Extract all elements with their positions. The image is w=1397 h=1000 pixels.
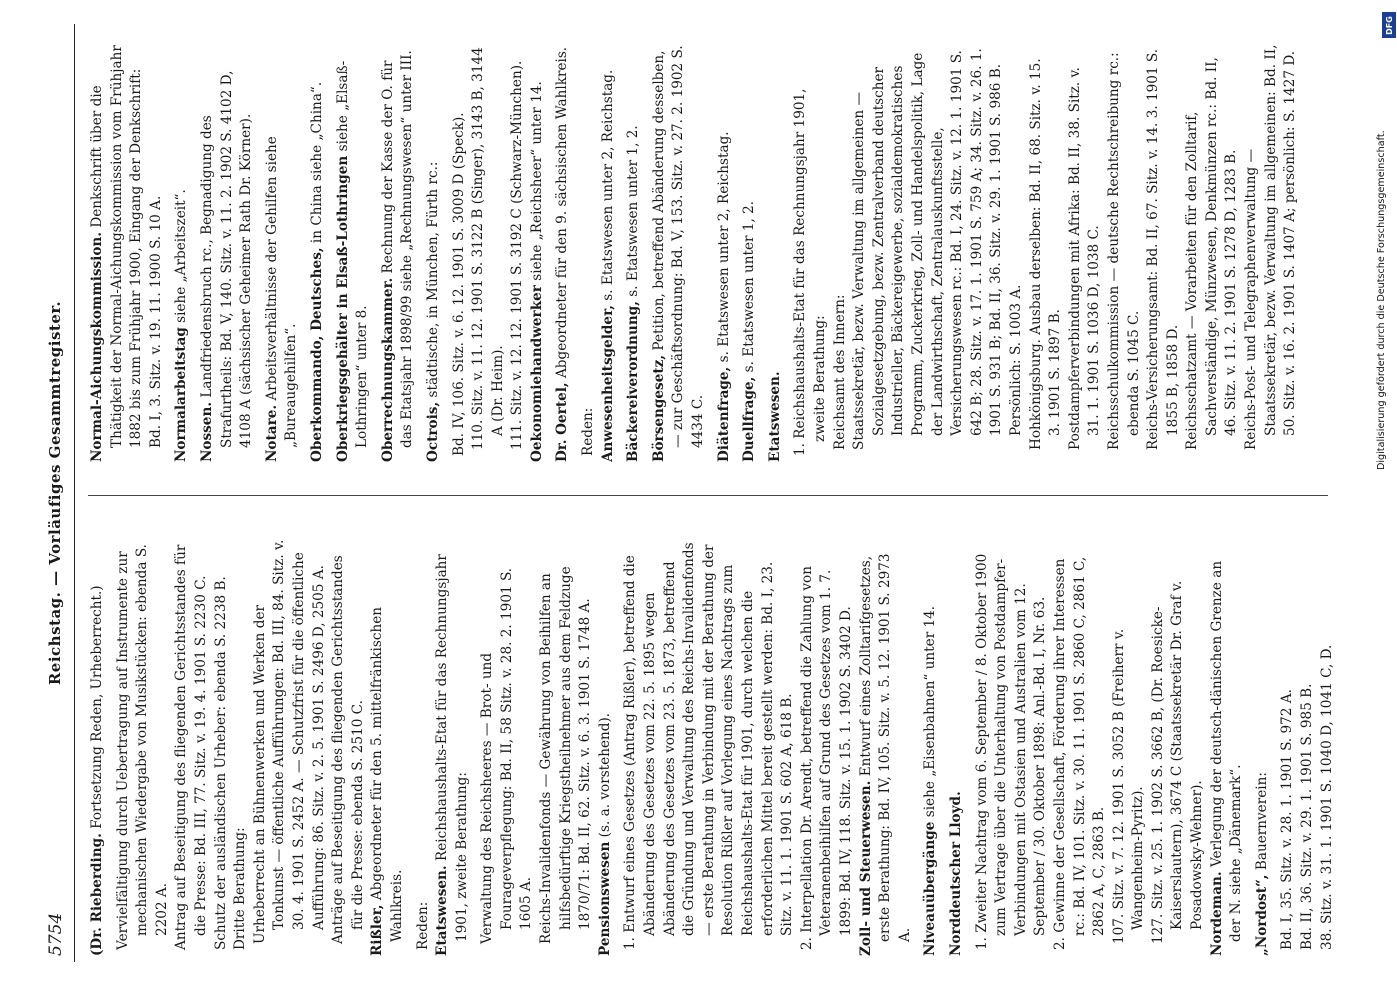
sub-sub-entry: Reichsschulkommission — deutsche Rechtschreibung rc.: ebenda S. 1045 C.	[1105, 52, 1142, 450]
sub-sub-entry: Reichs-Invalidenfonds — Gewährung von Beihilfen an hilfsbedürftige Kriegstheilnehmer aus dem Feldzuge 1870/71: Bd. II, 62. Sitz. v. 6. 3. 1901 S. 1748 A.	[538, 566, 594, 944]
page-header	[40, 24, 75, 962]
entry-keyword: Diätenfrage,	[715, 366, 732, 462]
entry-text: Denkschrift über die Thätigkeit der Normal-Aichungskommission vom Frühjahr 1882 bis zum Frühjahr 1900, Eingang der Denkschrift: Bd. I, 3. Sitz. v. 19. 11. 1900 S. 10 A.	[89, 45, 164, 448]
entry-keyword: Dr. Oertel,	[554, 382, 571, 462]
sub-sub-entry: Reichs-Versicherungsamt: Bd. II, 67. Sitz. v. 14. 3. 1901 S. 1855 B, 1858 D.	[1145, 48, 1181, 450]
entry-keyword: Octrois,	[424, 401, 441, 462]
sub-sub-entry: 127. Sitz. v. 25. 1. 1902 S. 3662 B, (Dr. Roesicke-Kaiserslautern), 3674 C (Staatssekretär Dr. Graf v. Posadowsky-Wehner).	[1149, 580, 1206, 944]
index-entry	[88, 44, 166, 462]
entry-keyword: Nossen.	[198, 401, 215, 462]
entry-keyword: Anwesenheitsgelder,	[599, 305, 616, 462]
sub-entry: 1. Entwurf eines Gesetzes (Antrag Rißler), betreffend die Abänderung des Gesetzes vom 22. 5. 1895 wegen Abänderung des Gesetzes vom 23. 5. 1873, betreffend die Gründung und Verwaltung des Reichs-Invalidenfonds — erste Berathung in Verbindung mit der Berathung der Resolution Rißler auf Vorlegung eines Nachtrags zum Reichshaushalts-Etat für 1901, durch welchen die erforderlichen Mittel bereit gestellt werden: Bd. I, 23. Sitz. v. 11. 1. 1901 S. 602 A, 618 B.	[622, 542, 796, 950]
sub-sub-entry: Reichsschatzamt — Vorarbeiten für den Zolltarif, Sachverständige, Münzwesen, Denkmünzen rc.: Bd. II, 46. Sitz. v. 11. 2. 1901 S. 1278 D, 1283 B.	[1184, 57, 1240, 450]
entry-keyword: Rißler,	[369, 904, 386, 956]
entry-keyword: Niveauübergänge	[922, 821, 939, 956]
sub-sub-entry: 111. Sitz. v. 12. 12. 1901 S. 3192 C (Schwarz-München).	[509, 60, 526, 450]
entry-keyword: Norddeutscher Lloyd.	[947, 791, 964, 956]
entry-keyword: Pensionswesen	[596, 841, 613, 956]
entry-text: Abgeordneter für den 5. mittelfränkischen Wahlkreis.	[369, 606, 405, 942]
entry-text: s. Etatswesen unter 2, Reichstag.	[599, 69, 616, 306]
sub-entry: Schutz der ausländischen Urheber: ebenda S. 2238 B.	[212, 576, 229, 950]
column-divider	[88, 495, 1328, 496]
entry-text: s. Etatswesen unter 2, Reichstag.	[715, 131, 732, 367]
entry-text: siehe „Eisenbahnen“ unter 14.	[922, 605, 939, 822]
index-entry	[715, 44, 735, 462]
sub-entry: Bd. I, 35. Sitz. v. 28. 1. 1901 S. 972 A.	[1279, 689, 1296, 950]
entry-keyword: Oekonomiehandwerker	[528, 285, 545, 462]
dfg-logo: DFG	[1382, 12, 1396, 38]
index-entry	[263, 44, 302, 462]
index-entry	[172, 44, 192, 462]
entry-keyword: Börsengesetz,	[650, 354, 667, 462]
sub-sub-entry: Anträge auf Beseitigung des fliegenden Gerichtsstandes für die Presse: ebenda S. 2510 C.	[330, 555, 366, 944]
entry-text: s. Etatswesen unter 1, 2.	[741, 200, 758, 377]
index-entry	[528, 44, 548, 462]
entry-text: siehe „Arbeitszeit“.	[173, 189, 190, 328]
entry-keyword: Oberkommando, Deutsches,	[308, 247, 325, 462]
entry-text: Entwurf eines Zolltarifgesetzes, erste Berathung: Bd. IV, 105. Sitz. v. 5. 12. 1901 S. 2973 A.	[857, 553, 913, 942]
sub-sub-entry: Urheberrecht an Bühnenwerken und Werken der Tonkunst — öffentliche Aufführungen: Bd. III, 84. Sitz. v. 30. 4. 1901 S. 2452 A. — Schutzfrist für die öffentliche Aufführung: 86. Sitz. v. 2. 5. 1901 S. 2496 D, 2505 A.	[251, 539, 327, 944]
sub-entry: Bd. IV, 106. Sitz. v. 6. 12. 1901 S. 3009 D (Speck).	[450, 112, 467, 456]
index-entry	[379, 44, 418, 462]
index-entry	[1208, 538, 1247, 956]
index-entry	[424, 44, 444, 462]
entry-keyword: Normal-Aichungskommission.	[89, 231, 105, 462]
index-entry	[650, 44, 709, 462]
sub-sub-entry: Postdampferverbindungen mit Afrika: Bd. II, 38. Sitz. v. 31. 1. 1901 S. 1036 D, 1038 C.	[1066, 67, 1103, 450]
entry-text: siehe „Elsaß-Lothringen“ unter 8.	[334, 60, 371, 448]
index-entry	[857, 538, 916, 956]
page-title: Reichstag. — Vorläufiges Gesammtregister.	[46, 300, 64, 686]
entry-text: Bauernverein:	[1253, 772, 1270, 875]
sub-entry: 2. Interpellation Dr. Arendt, betreffend die Zahlung von Veteranenbeihilfen auf Grund des Gesetzes vom 1. 7. 1899: Bd. IV, 118. Sitz. v. 15. 1. 1902 S. 3402 D.	[798, 566, 854, 950]
index-entry	[553, 44, 573, 462]
entry-keyword: Etatswesen.	[434, 865, 451, 956]
digitization-note: Digitalisierung gefördert durch die Deutsche Forschungsgemeinschaft.	[1376, 130, 1387, 470]
rotated-page	[40, 24, 1370, 962]
sub-entry: 2. Gewinne der Gesellschaft, Förderung ihrer Interessen rc.: Bd. IV, 101. Sitz. v. 30. 11. 1901 S. 2860 C, 2861 C, 2862 A, C, 2863 B.	[1051, 556, 1108, 950]
entry-text: (s. a. vorstehend).	[596, 712, 613, 842]
index-entry	[921, 538, 941, 956]
sub-sub-entry: Reichsamt des Innern:	[831, 294, 848, 450]
entry-text: Arbeitsverhältnisse der Gehilfen siehe „Bureaugehilfen“.	[263, 136, 300, 448]
sub-entry: 1. Reichshaushalts-Etat für das Rechnungsjahr 1901, zweite Berathung:	[792, 88, 828, 456]
entry-text: siehe „Reichsheer“ unter 14.	[528, 81, 545, 286]
sub-sub-entry: Staatssekretär, bezw. Verwaltung im allgemeinen — Sozialgesetzgebung, bezw. Zentralverband deutscher Industrieller, Bäckereigewerbe, sozialdemokratisches Programm, Zuckerkrieg, Zoll- und Handelspolitik, Lage der Landwirthschaft, Zentralauskunftsstelle, Versicherungswesen rc.: Bd. I, 24. Sitz. v. 12. 1. 1901 S. 642 B; 28. Sitz. v. 17. 1. 1901 S. 759 A; 34. Sitz. v. 26. 1. 1901 S. 931 B; Bd. II, 36. Sitz. v. 29. 1. 1901 S. 986 B. Persönlich: S. 1003 A.	[851, 48, 1024, 450]
entry-text: städtische, in München, Fürth rc.:	[424, 161, 441, 402]
entry-text: Landfriedensbruch rc., Begnadigung des Strafurtheils: Bd. V, 140. Sitz. v. 11. 2. 1902 S. 4102 D, 4108 A (sächsischer Geheimer Rath Dr. Körner).	[198, 70, 255, 448]
sub-entry: Vervielfältigung durch Uebertragung auf Instrumente zur mechanischen Wiedergabe von Musikstücken: ebenda S. 2202 A.	[114, 544, 170, 950]
entry-keyword: Normalarbeitstag	[173, 327, 190, 462]
sub-entry: 1. Zweiter Nachtrag vom 6. September / 8. Oktober 1900 zum Vertrage über die Unterhaltung von Postdampfer-Verbindungen mit Ostasien und Australien vom 12. September / 30. Oktober 1898: Anl.-Bd. I, Nr. 63.	[973, 553, 1049, 950]
index-entry	[947, 538, 967, 956]
index-entry	[308, 44, 328, 462]
index-entry	[740, 44, 760, 462]
entry-text: Petition, betreffend Abänderung desselben, — zur Geschäftsordnung: Bd. V, 153. Sitz. v. 27. 2. 1902 S. 4434 C.	[650, 45, 707, 448]
index-entry	[334, 44, 373, 462]
sub-sub-entry: Hohkönigsburg. Ausbau derselben: Bd. II, 68. Sitz. v. 15. 3. 1901 S. 1897 B.	[1027, 58, 1064, 450]
entry-text: Fortsetzung Reden, Urheberrecht.)	[89, 585, 105, 834]
index-entry	[1253, 538, 1273, 956]
sub-entry: Antrag auf Beseitigung des fliegenden Gerichtsstandes für die Presse: Bd. III, 77. Sitz. v. 19. 4. 1901 S. 2230 C.	[173, 544, 209, 950]
index-entry	[766, 44, 786, 462]
index-entry	[596, 538, 616, 956]
entry-keyword: „Nordost“,	[1253, 874, 1270, 956]
entry-keyword: Nordeman.	[1208, 871, 1225, 956]
sub-entry: Reden:	[414, 901, 431, 950]
sub-sub-entry: 107. Sitz. v. 7. 12. 1901 S. 3052 B (Freiherr v. Wangenheim-Pyritz).	[1110, 628, 1147, 944]
index-entry	[433, 538, 472, 956]
sub-entry: 38. Sitz. v. 31. 1. 1901 S. 1040 D, 1041 C, D.	[1318, 644, 1335, 950]
page-number: 5754	[46, 912, 66, 956]
sub-sub-entry: Verwaltung des Reichsheeres — Brot- und Fourageverpflegung: Bd. II, 58 Sitz. v. 28. 2. 1901 S. 1605 A.	[479, 567, 535, 944]
left-column	[88, 538, 1363, 956]
entry-keyword: (Dr. Rieberding.	[89, 833, 105, 956]
index-entry	[198, 44, 257, 462]
entry-text: in China siehe „China“.	[308, 81, 325, 248]
sub-entry: Bd. II, 36. Sitz. v. 29. 1. 1901 S. 985 B.	[1299, 683, 1316, 950]
sub-entry: Dritte Berathung:	[232, 827, 249, 950]
entry-keyword: Oberrechnungskammer.	[379, 277, 396, 462]
entry-keyword: Oberkriegsgehälter in Elsaß-Lothringen	[334, 155, 351, 462]
index-entry	[624, 44, 644, 462]
index-entry	[368, 538, 407, 956]
entry-keyword: Zoll- und Steuerwesen.	[857, 780, 874, 956]
index-entry	[88, 538, 108, 956]
sub-entry: Reden:	[580, 407, 597, 456]
sub-sub-entry: 110. Sitz. v. 11. 12. 1901 S. 3122 B (Singer), 3143 B, 3144 A (Dr. Heim).	[470, 47, 506, 450]
entry-text: Reichshaushalts-Etat für das Rechnungsjahr 1901, zweite Berathung:	[434, 554, 470, 942]
entry-keyword: Notare.	[263, 404, 280, 462]
entry-keyword: Etatswesen.	[766, 371, 783, 462]
entry-text: s. Etatswesen unter 1, 2.	[625, 125, 642, 302]
entry-keyword: Bäckereiverordnung,	[625, 301, 642, 462]
entry-text: Rechnung der Kasse der O. für das Etatsjahr 1898/99 siehe „Rechnungswesen“ unter III.	[379, 50, 416, 448]
sub-sub-entry: Reichs-Post- und Telegraphenverwaltung — Staatssekretär, bezw. Verwaltung im allgemeinen: Bd. II, 50. Sitz. v. 16. 2. 1901 S. 1407 A; persönlich: S. 1427 D.	[1243, 44, 1299, 450]
entry-keyword: Duellfrage,	[741, 376, 758, 462]
entry-text: Verlegung der deutsch-dänischen Grenze an der N. siehe „Dänemark“.	[1208, 560, 1245, 942]
index-entry	[599, 44, 619, 462]
entry-text: Abgeordneter für den 9. sächsischen Wahlkreis.	[554, 46, 571, 383]
right-column	[88, 44, 1363, 462]
